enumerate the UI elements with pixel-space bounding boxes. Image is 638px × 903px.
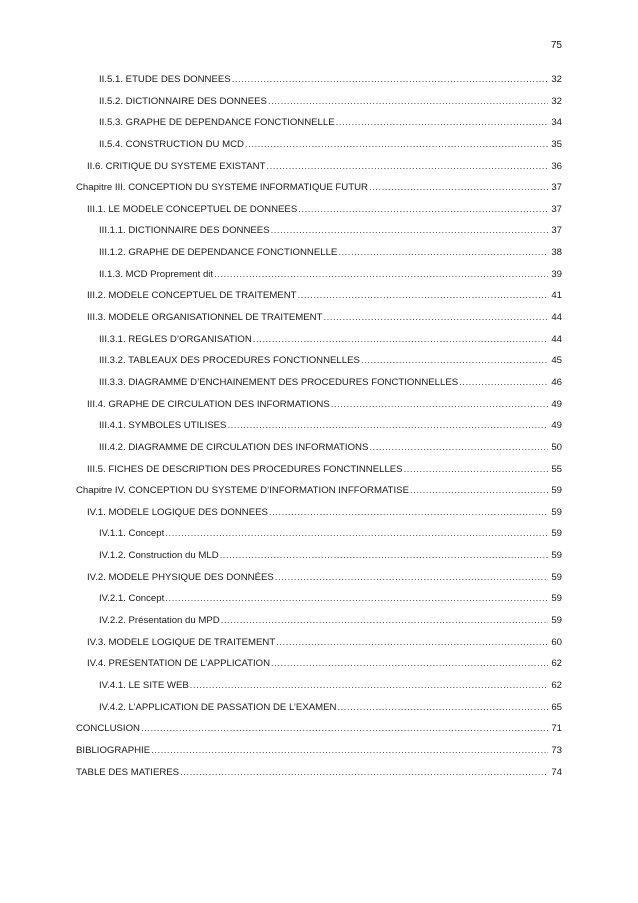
toc-dot-leader (221, 615, 548, 626)
toc-dot-leader (214, 269, 548, 280)
toc-dot-leader (323, 312, 548, 323)
toc-dot-leader (141, 723, 548, 734)
toc-entry[interactable] (76, 550, 562, 572)
toc-dot-leader (298, 204, 548, 215)
toc-entry-title: BIBLIOGRAPHIE (76, 744, 151, 756)
toc-dot-leader (266, 161, 548, 172)
toc-dot-leader (271, 658, 548, 669)
toc-entry[interactable] (76, 464, 562, 486)
toc-entry[interactable] (76, 702, 562, 724)
toc-entry-title: III.3.3. DIAGRAMME D’ENCHAINEMENT DES PROCEDURES FONCTIONNELLES (99, 376, 459, 388)
toc-entry-page: 59 (551, 506, 562, 518)
toc-dot-leader (220, 550, 548, 561)
toc-dot-leader (190, 680, 548, 691)
toc-entry[interactable] (76, 225, 562, 247)
toc-entry-page: 62 (551, 679, 562, 691)
toc-entry[interactable] (76, 637, 562, 659)
toc-entry[interactable] (76, 377, 562, 399)
toc-entry[interactable] (76, 334, 562, 356)
toc-entry-title: II.5.2. DICTIONNAIRE DES DONNEES (99, 95, 267, 107)
toc-entry-page: 44 (551, 312, 562, 324)
toc-dot-leader (151, 745, 548, 756)
toc-dot-leader (227, 420, 548, 431)
toc-entry-title: III.5. FICHES DE DESCRIPTION DES PROCEDURES FONCTINNELLES (87, 463, 403, 475)
toc-dot-leader (245, 139, 548, 150)
toc-entry-page: 71 (551, 723, 562, 735)
table-of-contents (76, 74, 562, 788)
toc-entry-title: IV.4.2. L’APPLICATION DE PASSATION DE L’EXAMEN (99, 701, 337, 713)
toc-entry-title: II.5.1. ETUDE DES DONNEES (99, 74, 231, 85)
toc-entry-title: IV.3. MODELE LOGIQUE DE TRAITEMENT (87, 636, 276, 648)
toc-entry-page: 35 (551, 138, 562, 150)
toc-entry-title: Chapitre IV. CONCEPTION DU SYSTEME D’INFORMATION INFFORMATISE (76, 485, 409, 497)
toc-entry[interactable] (76, 420, 562, 442)
toc-entry-title: Chapitre III. CONCEPTION DU SYSTEME INFORMATIQUE FUTUR (76, 182, 368, 194)
toc-entry-title: II.5.3. GRAPHE DE DEPENDANCE FONCTIONNELLE (99, 117, 335, 129)
toc-entry-title: II.5.4. CONSTRUCTION DU MCD (99, 138, 244, 150)
toc-entry-page: 59 (551, 593, 562, 605)
toc-entry[interactable] (76, 204, 562, 226)
toc-dot-leader (269, 507, 548, 518)
toc-entry[interactable] (76, 507, 562, 529)
toc-entry-page: 49 (551, 420, 562, 432)
toc-entry-title: IV.2.1. Concept (99, 593, 165, 605)
toc-entry-title: IV.2.2. Présentation du MPD (99, 615, 220, 627)
toc-dot-leader (165, 593, 548, 604)
toc-entry[interactable] (76, 680, 562, 702)
toc-entry-title: III.1. LE MODELE CONCEPTUEL DE DONNEES (87, 203, 298, 215)
toc-entry-page: 62 (551, 658, 562, 670)
toc-entry-page: 32 (551, 95, 562, 107)
toc-dot-leader (404, 464, 548, 475)
toc-entry-title: TABLE DES MATIERES (76, 766, 180, 778)
toc-entry-page: 49 (551, 398, 562, 410)
toc-entry[interactable] (76, 615, 562, 637)
toc-entry-title: III.4. GRAPHE DE CIRCULATION DES INFORMATIONS (87, 398, 330, 410)
toc-dot-leader (336, 117, 548, 128)
toc-entry-page: 37 (551, 182, 562, 194)
toc-dot-leader (253, 334, 548, 345)
toc-entry[interactable] (76, 593, 562, 615)
toc-entry-page: 46 (551, 376, 562, 388)
toc-dot-leader (298, 290, 549, 301)
toc-entry-title: III.3. MODELE ORGANISATIONNEL DE TRAITEMENT (87, 312, 323, 324)
toc-entry-page: 45 (551, 355, 562, 367)
toc-entry-page: 59 (551, 550, 562, 562)
toc-entry[interactable] (76, 745, 562, 767)
toc-dot-leader (276, 637, 548, 648)
toc-entry-page: 59 (551, 485, 562, 497)
toc-dot-leader (275, 572, 548, 583)
toc-entry-page: 60 (551, 636, 562, 648)
toc-entry-page: 59 (551, 571, 562, 583)
toc-entry[interactable] (76, 528, 562, 550)
toc-dot-leader (232, 74, 548, 85)
toc-entry-title: III.2. MODELE CONCEPTUEL DE TRAITEMENT (87, 290, 297, 302)
toc-entry-page: 32 (551, 74, 562, 85)
toc-entry-page: 50 (551, 441, 562, 453)
toc-entry-title: II.1.3. MCD Proprement dit (99, 268, 214, 280)
toc-dot-leader (361, 355, 548, 366)
toc-entry[interactable] (76, 572, 562, 594)
toc-entry-page: 34 (551, 117, 562, 129)
toc-entry-title: II.6. CRITIQUE DU SYSTEME EXISTANT (87, 160, 266, 172)
toc-entry[interactable] (76, 442, 562, 464)
toc-dot-leader (271, 225, 548, 236)
toc-entry-title: III.1.2. GRAPHE DE DEPENDANCE FONCTIONNELLE (99, 247, 338, 259)
toc-entry[interactable] (76, 290, 562, 312)
toc-entry-title: CONCLUSION (76, 723, 140, 735)
toc-entry-title: III.4.2. DIAGRAMME DE CIRCULATION DES INFORMATIONS (99, 441, 369, 453)
toc-entry-page: 55 (551, 463, 562, 475)
toc-entry-title: IV.1. MODELE LOGIQUE DES DONNEES (87, 506, 268, 518)
toc-entry[interactable] (76, 399, 562, 421)
toc-entry-title: IV.1.2. Construction du MLD (99, 550, 219, 562)
toc-entry-title: IV.4. PRESENTATION DE L’APPLICATION (87, 658, 271, 670)
toc-entry[interactable] (76, 74, 562, 96)
toc-entry[interactable] (76, 182, 562, 204)
toc-entry-page: 38 (551, 247, 562, 259)
toc-entry-page: 59 (551, 615, 562, 627)
toc-entry-title: III.3.2. TABLEAUX DES PROCEDURES FONCTIONNELLES (99, 355, 360, 367)
toc-dot-leader (331, 399, 548, 410)
toc-entry-title: III.3.1. REGLES D’ORGANISATION (99, 333, 252, 345)
toc-entry[interactable] (76, 247, 562, 269)
toc-entry-page: 37 (551, 225, 562, 237)
toc-entry[interactable] (76, 355, 562, 377)
toc-dot-leader (410, 485, 548, 496)
page-number: 75 (550, 40, 562, 51)
toc-dot-leader (369, 182, 548, 193)
toc-entry[interactable] (76, 139, 562, 161)
toc-dot-leader (369, 442, 548, 453)
toc-entry-page: 73 (551, 744, 562, 756)
toc-dot-leader (337, 702, 548, 713)
toc-entry-title: IV.4.1. LE SITE WEB (99, 679, 189, 691)
toc-entry[interactable] (76, 485, 562, 507)
toc-dot-leader (180, 767, 548, 778)
toc-dot-leader (268, 96, 548, 107)
toc-entry-page: 65 (551, 701, 562, 713)
toc-entry[interactable] (76, 96, 562, 118)
toc-entry[interactable] (76, 117, 562, 139)
toc-dot-leader (338, 247, 548, 258)
toc-entry[interactable] (76, 312, 562, 334)
toc-entry-page: 37 (551, 203, 562, 215)
toc-entry[interactable] (76, 658, 562, 680)
toc-entry-page: 36 (551, 160, 562, 172)
toc-entry[interactable] (76, 723, 562, 745)
toc-entry-page: 39 (551, 268, 562, 280)
toc-entry-title: III.1.1. DICTIONNAIRE DES DONNEES (99, 225, 270, 237)
toc-entry-page: 41 (551, 290, 562, 302)
toc-entry-title: IV.1.1. Concept (99, 528, 165, 540)
toc-entry[interactable] (76, 767, 562, 789)
toc-entry-title: IV.2. MODELE PHYSIQUE DES DONNÉES (87, 571, 274, 583)
toc-dot-leader (165, 528, 548, 539)
toc-entry-title: III.4.1. SYMBOLES UTILISES (99, 420, 227, 432)
toc-entry-page: 44 (551, 333, 562, 345)
toc-entry[interactable] (76, 269, 562, 291)
toc-entry-page: 59 (551, 528, 562, 540)
toc-entry[interactable] (76, 161, 562, 183)
toc-dot-leader (459, 377, 548, 388)
toc-entry-page: 74 (551, 766, 562, 778)
